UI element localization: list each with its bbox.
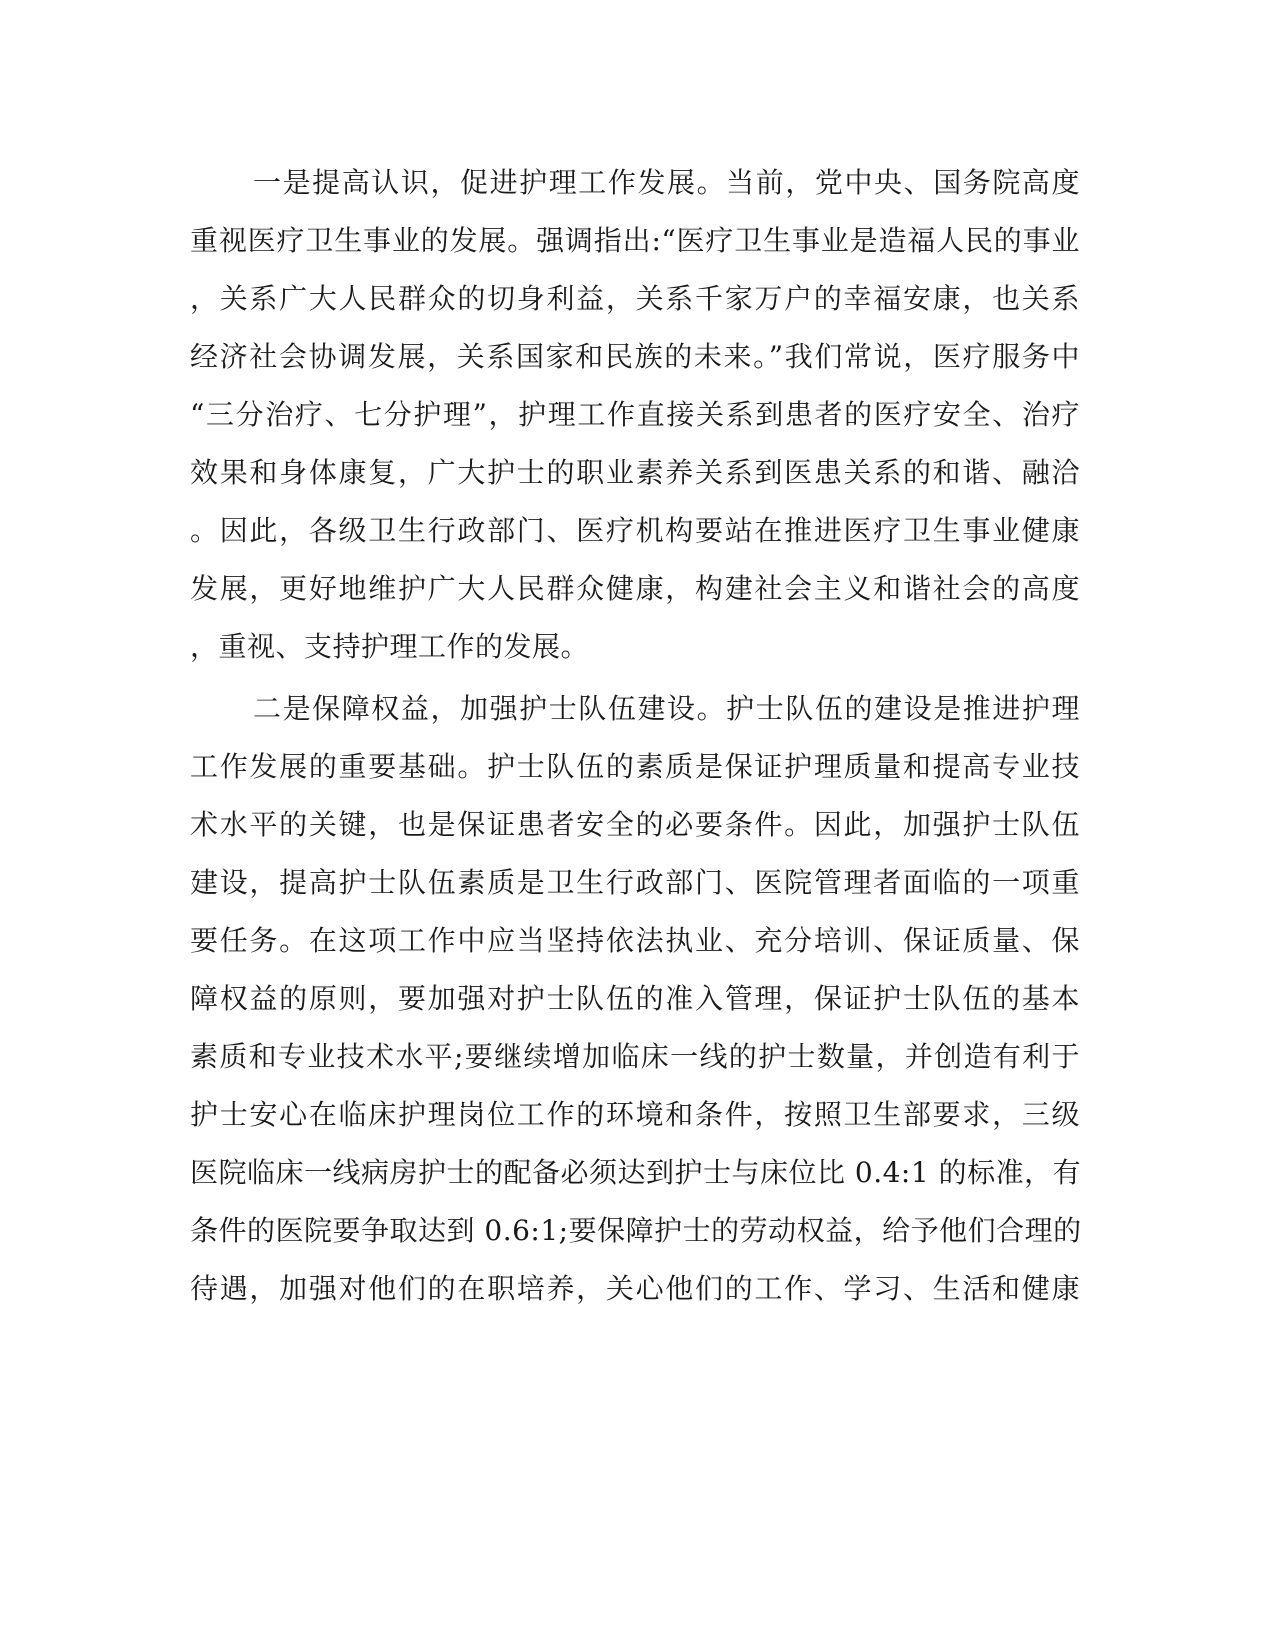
paragraph-1-line-3: ，关系广大人民群众的切身利益，关系千家万户的幸福安康，也关系 [190, 282, 1080, 315]
paragraph-2-line-4: 建设，提高护士队伍素质是卫生行政部门、医院管理者面临的一项重 [190, 866, 1080, 899]
paragraph-1-line-2: 重视医疗卫生事业的发展。强调指出:“医疗卫生事业是造福人民的事业 [190, 224, 1080, 257]
paragraph-1-line-9: ，重视、支持护理工作的发展。 [190, 630, 590, 663]
paragraph-2-line-2: 工作发展的重要基础。护士队伍的素质是保证护理质量和提高专业技 [190, 750, 1080, 783]
paragraph-2-line-11: 待遇，加强对他们的在职培养，关心他们的工作、学习、生活和健康 [190, 1272, 1080, 1305]
paragraph-1-line-7: 。因此，各级卫生行政部门、医疗机构要站在推进医疗卫生事业健康 [190, 514, 1080, 547]
paragraph-1-line-4: 经济社会协调发展，关系国家和民族的未来。”我们常说，医疗服务中 [190, 340, 1080, 373]
paragraph-2-line-3: 术水平的关键，也是保证患者安全的必要条件。因此，加强护士队伍 [190, 808, 1080, 841]
paragraph-2-line-9: 医院临床一线病房护士的配备必须达到护士与床位比 0.4:1 的标准，有 [190, 1156, 1082, 1189]
paragraph-1-line-6: 效果和身体康复，广大护士的职业素养关系到医患关系的和谐、融洽 [190, 456, 1080, 489]
paragraph-2-line-5: 要任务。在这项工作中应当坚持依法执业、充分培训、保证质量、保 [190, 924, 1080, 957]
paragraph-2-line-7: 素质和专业技术水平;要继续增加临床一线的护士数量，并创造有利于 [190, 1040, 1080, 1073]
paragraph-1-line-8: 发展，更好地维护广大人民群众健康，构建社会主义和谐社会的高度 [190, 572, 1080, 605]
paragraph-2-line-10: 条件的医院要争取达到 0.6:1;要保障护士的劳动权益，给予他们合理的 [190, 1214, 1082, 1247]
paragraph-2-line-6: 障权益的原则，要加强对护士队伍的准入管理，保证护士队伍的基本 [190, 982, 1080, 1015]
paragraph-1-line-1: 一是提高认识，促进护理工作发展。当前，党中央、国务院高度 [253, 166, 1080, 199]
paragraph-2-line-1: 二是保障权益，加强护士队伍建设。护士队伍的建设是推进护理 [253, 692, 1080, 725]
paragraph-1-line-5: “三分治疗、七分护理”，护理工作直接关系到患者的医疗安全、治疗 [190, 398, 1080, 431]
paragraph-2-line-8: 护士安心在临床护理岗位工作的环境和条件，按照卫生部要求，三级 [190, 1098, 1080, 1131]
